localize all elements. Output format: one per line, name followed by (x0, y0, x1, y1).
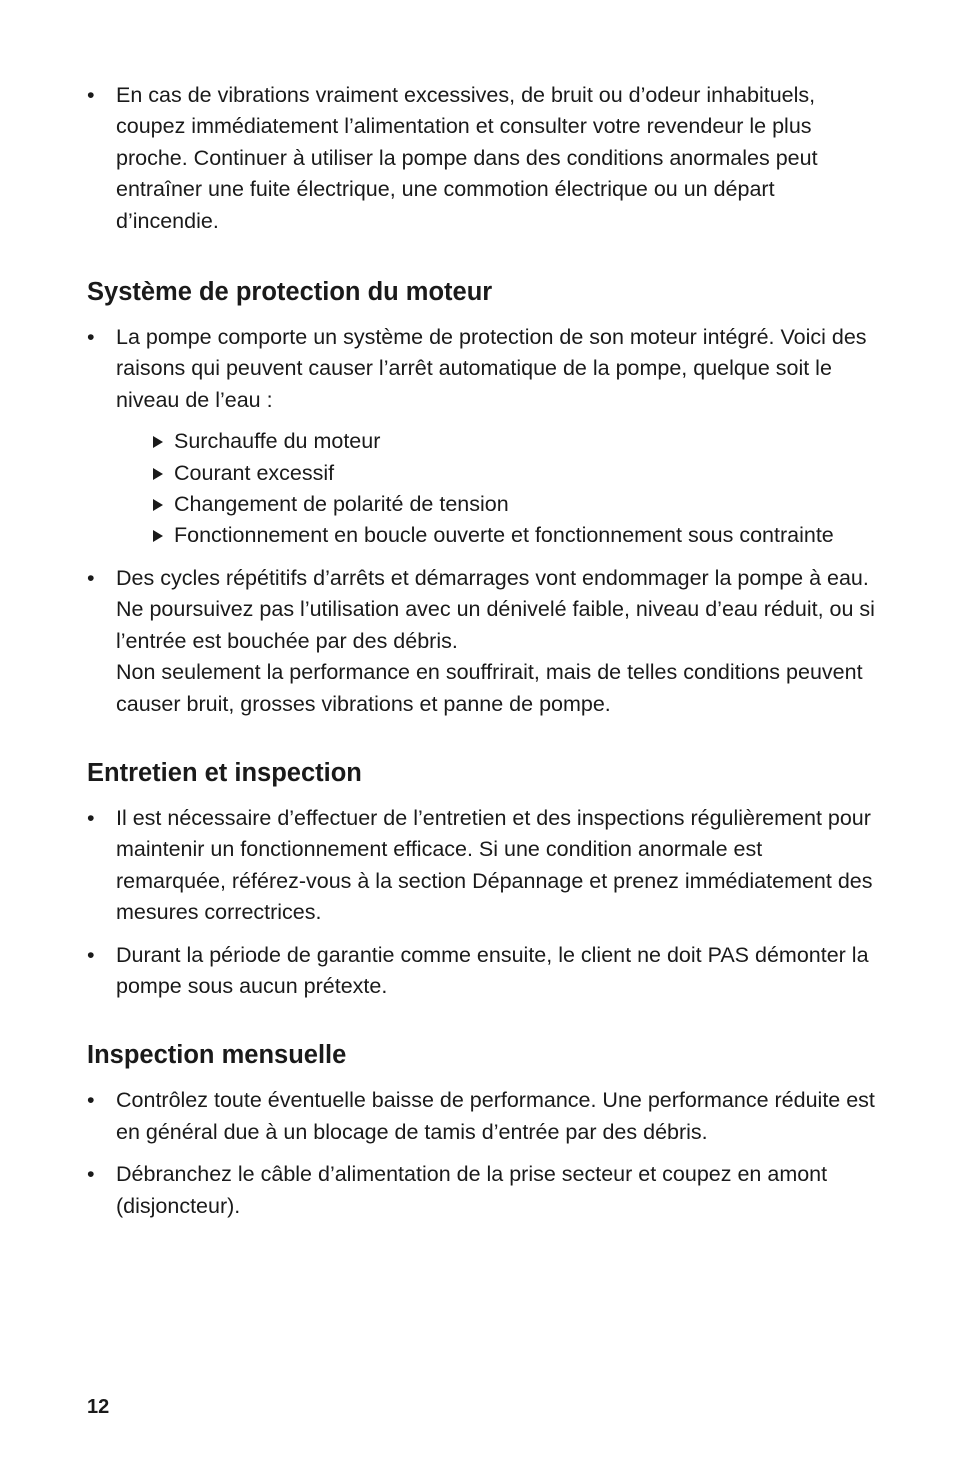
list-item (87, 80, 877, 237)
list-item (87, 940, 877, 1003)
list-item-text: Il est nécessaire d’effectuer de l’entretien et des inspections régulièrement pour maintenir un fonctionnement efficace. Si une condition anormale est remarquée, référez-vous à la section Dépannage et prenez immédiatement des mesures correctrices. (116, 805, 873, 925)
list-item (87, 1085, 877, 1148)
sub-list-item (152, 426, 877, 457)
section-heading-motor-protection: Système de protection du moteur (87, 278, 493, 307)
list-item-text: Des cycles répétitifs d’arrêts et démarrages vont endommager la pompe à eau. Ne poursuivez pas l’utilisation avec un dénivelé faible, niveau d’eau réduit, ou si l’entrée est bouchée par des débris. (116, 565, 875, 653)
bullet-icon: • (87, 805, 95, 830)
triangle-bullet-icon (153, 436, 163, 448)
sub-list-item-text: Courant excessif (174, 460, 335, 485)
triangle-bullet-icon (153, 499, 163, 511)
triangle-bullet-icon (153, 468, 163, 480)
list-item-text: En cas de vibrations vraiment excessives, de bruit ou d’odeur inhabituels, coupez immédiatement l’alimentation et consulter votre revendeur le plus proche. Continuer à utiliser la pompe dans des conditions anormales peut entraîner une fuite électrique, une commotion électrique ou un départ d’incendie. (116, 83, 818, 233)
bullet-icon: • (87, 942, 95, 967)
list-item (87, 803, 877, 929)
section-heading-monthly-inspection: Inspection mensuelle (87, 1041, 347, 1070)
list-item-text: La pompe comporte un système de protection de son moteur intégré. Voici des raisons qui peuvent causer l’arrêt automatique de la pompe, quelque soit le niveau de l’eau : (116, 325, 867, 412)
bullet-icon: • (87, 1088, 95, 1113)
motor-protection-list (87, 322, 877, 720)
triangle-bullet-icon (153, 530, 163, 542)
list-item-text-continued: Non seulement la performance en souffrirait, mais de telles conditions peuvent causer bruit, grosses vibrations et panne de pompe. (116, 660, 863, 716)
bullet-icon: • (87, 325, 95, 350)
sub-list-item (152, 489, 877, 520)
sub-list-item (152, 458, 877, 489)
bullet-icon: • (87, 1162, 95, 1187)
section-heading-maintenance: Entretien et inspection (87, 758, 362, 787)
sub-list-item (152, 520, 877, 551)
list-item (87, 322, 877, 552)
sub-list-causes (116, 426, 877, 552)
page-content (87, 80, 877, 1233)
list-item (87, 563, 877, 720)
sub-list-item-text: Surchauffe du moteur (174, 429, 381, 454)
sub-list-item-text: Fonctionnement en boucle ouverte et fonctionnement sous contrainte (174, 523, 834, 548)
bullet-icon: • (87, 565, 95, 590)
intro-list (87, 80, 877, 237)
list-item-text: Contrôlez toute éventuelle baisse de performance. Une performance réduite est en général due à un blocage de tamis d’entrée par des débris. (116, 1088, 875, 1144)
list-item-text: Durant la période de garantie comme ensuite, le client ne doit PAS démonter la pompe sous aucun prétexte. (116, 942, 869, 998)
bullet-icon: • (87, 83, 95, 107)
maintenance-list (87, 803, 877, 1002)
sub-list-item-text: Changement de polarité de tension (174, 492, 509, 517)
list-item-text: Débranchez le câble d’alimentation de la prise secteur et coupez en amont (disjoncteur). (116, 1162, 828, 1218)
monthly-inspection-list (87, 1085, 877, 1222)
page-number: 12 (87, 1396, 110, 1418)
list-item (87, 1159, 877, 1222)
